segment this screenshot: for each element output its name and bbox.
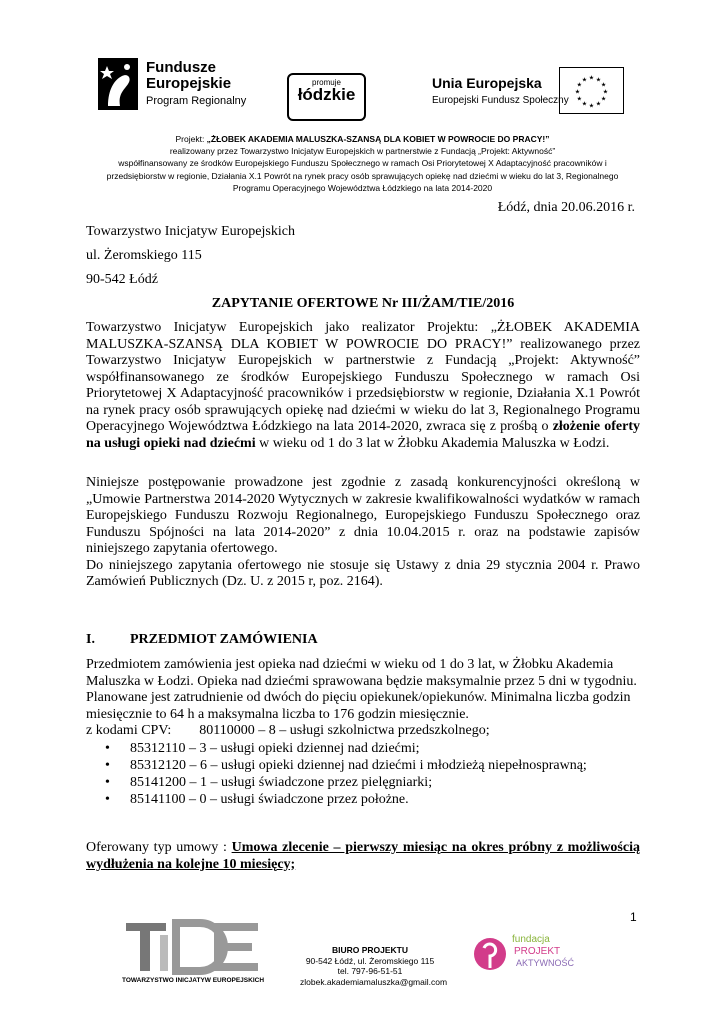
fund-line2: PROJEKT [514, 946, 561, 957]
contract-value: Umowa zlecenie – pierwszy miesiąc na okres próbny z możliwością wydłużenia na kolejne 10 miesięcy; [86, 840, 640, 872]
fundusze-europejskie-logo [98, 58, 138, 110]
eu-star-icon: ★ [581, 100, 588, 108]
project-line4: przedsiębiorstw w regionie, Działania X.1 Powrót na rynek pracy osób sprawujących opiekę nad dziećmi w wieku do lat 3, Regionalnego [106, 170, 619, 181]
address-line2: ul. Żeromskiego 115 [86, 248, 202, 263]
ue-line2: Europejski Fundusz Społeczny [432, 95, 569, 106]
project-line1 [20, 133, 705, 145]
section-number: I. [86, 632, 95, 647]
intro-text-after: w wieku od 1 do 3 lat w Żłobku Akademia Maluszka w Łodzi. [255, 435, 610, 451]
document-date: Łódź, dnia 20.06.2016 r. [497, 200, 635, 215]
biuro-title: BIURO PROJEKTU [331, 945, 409, 955]
section-description: Przedmiotem zamówienia jest opieka nad dziećmi w wieku od 1 do 3 lat, w Żłobku Akademia Maluszka w Łodzi. Opieka nad dziećmi sprawowana będzie maksymalnie przez 5 dni w tygodniu. Planowane jest zatrudnienie od dwóch do pięciu opiekunek/opiekunów. Minimalna liczba godzin miesięcznie to 64 h a maksymalna liczba to 176 godzin miesięcznie. [86, 657, 637, 722]
fundacja-logo [472, 922, 582, 982]
biuro-tel: tel. 797-96-51-51 [337, 966, 403, 976]
list-item: • 85312120 – 6 – usługi opieki dziennej nad dziećmi i młodzieżą niepełnosprawną; [105, 757, 587, 774]
section-title: PRZEDMIOT ZAMÓWIENIA [130, 632, 318, 647]
cpv-label: z kodami CPV: [86, 723, 172, 738]
eu-star-icon: ★ [595, 76, 602, 84]
eu-star-icon: ★ [581, 76, 588, 84]
page-number: 1 [630, 910, 637, 924]
fundusze-europejskie-text [146, 60, 246, 107]
project-line2: realizowany przez Towarzystwo Inicjatyw Europejskich w partnerstwie z Fundacją „Projekt: Aktywność” [169, 146, 556, 157]
intro-text-bold: złożenie oferty na usługi opieki nad dziećmi [86, 419, 640, 451]
list-item: • 85312110 – 3 – usługi opieki dziennej nad dziećmi; [105, 740, 587, 757]
ue-line1: Unia Europejska [432, 75, 542, 91]
biuro-projektu [300, 945, 448, 987]
eu-star-icon: ★ [574, 88, 581, 96]
lodz-name: łódzkie [297, 85, 356, 104]
para3: Do niniejszego zapytania ofertowego nie stosuje się Ustawy z dnia 29 stycznia 2004 r. Prawo Zamówień Publicznych (Dz. U. z 2015 r, poz. 2164). [86, 557, 640, 589]
fund-line3: AKTYWNOŚĆ [516, 958, 575, 968]
list-item: • 85141200 – 1 – usługi świadczone przez pielęgniarki; [105, 774, 587, 791]
eu-star-icon: ★ [600, 95, 607, 103]
eu-star-icon: ★ [576, 95, 583, 103]
intro-text-before: Towarzystwo Inicjatyw Europejskich jako realizator Projektu: „ŻŁOBEK AKADEMIA MALUSZKA-SZANSĄ DLA KOBIET W POWROCIE DO PRACY!” realizowanego przez Towarzystwo Inicjatyw Europejskich w partnerstwie z Fundacją „Projekt: Aktywność” współfinansowanego ze środków Europejskiego Funduszu Społecznego w ramach Osi Priorytetowej X Adaptacyjność pracowników i przedsiębiorstw w regionie, Działania X.1 Powrót na rynek pracy osób sprawujących opiekę nad dziećmi w wieku do lat 3, Regionalnego Programu Operacyjnego Województwa Łódzkiego na lata 2014-2020, zwraca się z prośbą o [86, 320, 640, 434]
eu-star-icon: ★ [595, 100, 602, 108]
eu-star-icon: ★ [602, 88, 609, 96]
intro-paragraph [86, 320, 640, 452]
project-info [20, 133, 705, 194]
biuro-addr: 90-542 Łódź, ul. Żeromskiego 115 [305, 955, 435, 966]
contract-paragraph [86, 840, 640, 873]
fe-line3: Program Regionalny [146, 94, 247, 107]
cpv-list [105, 740, 587, 808]
fe-line2: Europejskie [146, 74, 232, 92]
eu-star-icon: ★ [576, 81, 583, 89]
eu-star-icon: ★ [600, 81, 607, 89]
tie-logo [118, 915, 268, 985]
project-line3: współfinansowany ze środków Europejskiego Funduszu Społecznego w ramach Osi Priorytetowej X Adaptacyjność pracowników i [118, 158, 607, 169]
project-name: „ŻŁOBEK AKADEMIA MALUSZKA-SZANSĄ DLA KOBIET W POWROCIE DO PRACY!” [206, 134, 550, 144]
document-title: ZAPYTANIE OFERTOWE Nr III/ŻAM/TIE/2016 [211, 296, 515, 311]
fe-line1: Fundusze [146, 59, 216, 76]
tie-caption: TOWARZYSTWO INICJATYW EUROPEJSKICH [121, 977, 265, 984]
project-line5: Programu Operacyjnego Województwa Łódzkiego na lata 2014-2020 [232, 182, 493, 193]
project-prefix: Projekt: [175, 134, 207, 144]
contract-label: Oferowany typ umowy : [86, 840, 232, 855]
cpv-first: 80110000 – 8 – usługi szkolnictwa przedszkolnego; [199, 723, 490, 738]
list-item: • 85141100 – 0 – usługi świadczone przez położne. [105, 791, 587, 808]
address-line1: Towarzystwo Inicjatyw Europejskich [86, 224, 295, 239]
address-line3: 90-542 Łódź [86, 272, 158, 287]
eu-star-icon: ★ [588, 102, 595, 110]
eu-star-icon: ★ [588, 74, 595, 82]
section-text [86, 657, 640, 740]
eu-flag-icon [559, 67, 624, 114]
para2: Niniejsze postępowanie prowadzone jest zgodnie z zasadą konkurencyjności określoną w „Umowie Partnerstwa 2014-2020 Wytycznych w zakresie kwalifikowalności wydatków w ramach Europejskiego Funduszu Rozwoju Regionalnego, Europejskiego Funduszu Społecznego oraz Funduszu Spójności na lata 2014-2020” z dnia 10.04.2015 r. oraz na podstawie zapisów niniejszego zapytania ofertowego. [86, 475, 640, 556]
cpv-line [86, 723, 640, 740]
ue-text [432, 75, 569, 106]
lodzkie-logo [287, 73, 366, 121]
biuro-email: zlobek.akademiamaluszka@gmail.com [300, 976, 448, 987]
fund-line1: fundacja [512, 934, 550, 945]
lodz-promuje: promuje [312, 78, 341, 87]
legal-paragraph [86, 475, 640, 591]
